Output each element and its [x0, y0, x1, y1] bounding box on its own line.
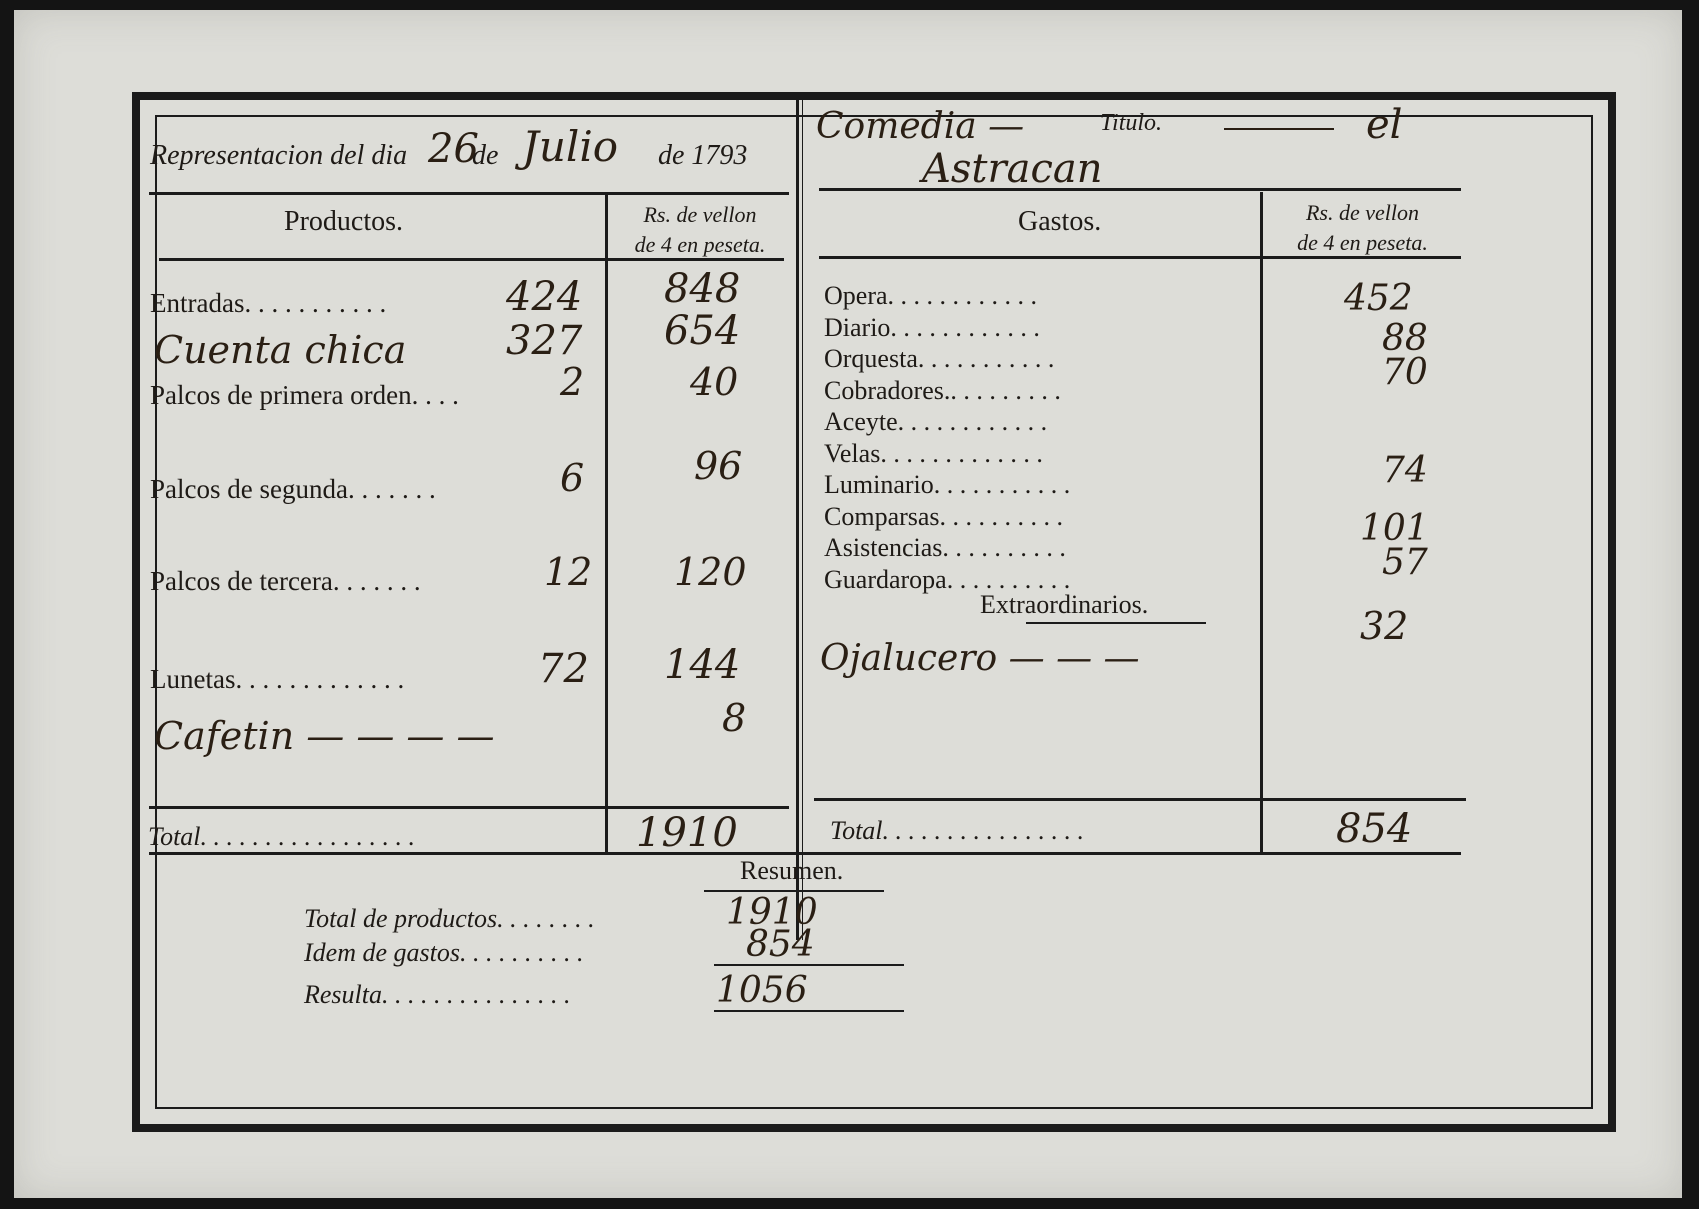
gastos-row-label: Orquesta. . . . . . . . . . . [824, 344, 1055, 373]
month-value: Julio [522, 122, 619, 171]
productos-row-amount: 40 [690, 360, 739, 404]
gastos-row-label: Opera. . . . . . . . . . . . [824, 281, 1038, 310]
resumen-resulta-label: Resulta. . . . . . . . . . . . . . . [304, 980, 571, 1009]
gastos-unit [1270, 198, 1455, 258]
productos-row-label: Palcos de primera orden. . . . [150, 380, 459, 410]
productos-heading: Productos. [284, 206, 403, 237]
productos-row-count: 72 [538, 646, 589, 692]
year-label: de 1793 [658, 140, 748, 171]
center-divider-2 [802, 98, 803, 940]
comedia-value: Comedia — [816, 106, 1025, 147]
resumen-sum-rule [714, 964, 904, 966]
productos-row-amount: 96 [694, 444, 743, 488]
extraordinarios-rule [1026, 622, 1206, 624]
productos-unit-line2: de 4 en peseta. [634, 232, 766, 257]
gastos-total-divider [1260, 802, 1262, 842]
rule-total-right-top [814, 798, 1466, 801]
productos-row-label: Palcos de tercera. . . . . . . [150, 566, 421, 596]
gastos-row-label: Cobradores.. . . . . . . . . [824, 375, 1061, 405]
gastos-amount-divider [1260, 192, 1263, 852]
titulo-value-2: Astracan [922, 146, 1103, 192]
resumen-heading: Resumen. [740, 856, 844, 885]
gastos-row-label: Asistencias. . . . . . . . . . [824, 533, 1066, 562]
productos-row-label: Cafetin — — — — [154, 714, 495, 758]
productos-row-count: 2 [560, 360, 585, 404]
productos-row-amount: 120 [674, 550, 747, 594]
titulo-dash [1224, 128, 1334, 130]
paper-sheet [14, 10, 1682, 1198]
extra-item-amount: 32 [1360, 604, 1409, 648]
gastos-row-amount: 74 [1382, 450, 1428, 491]
day-value: 26 [428, 126, 479, 172]
productos-total-label: Total. . . . . . . . . . . . . . . . . [148, 822, 416, 851]
productos-row-label: Lunetas. . . . . . . . . . . . . [150, 664, 405, 694]
productos-row-count: 6 [560, 456, 585, 500]
gastos-row-label: Diario. . . . . . . . . . . . [824, 312, 1040, 342]
resumen-gastos-value: 854 [746, 924, 815, 965]
productos-row-amount: 654 [664, 308, 741, 354]
gastos-row-amount: 101 [1360, 508, 1429, 549]
rule-total-left-top [149, 806, 789, 809]
gastos-row-label: Luminario. . . . . . . . . . . [824, 470, 1071, 499]
productos-unit [610, 200, 790, 260]
productos-total-divider [605, 810, 608, 850]
productos-row-count: 327 [506, 318, 583, 364]
productos-row-amount: 144 [664, 642, 741, 688]
titulo-label: Titulo. [1100, 110, 1163, 136]
gastos-row-amount: 452 [1344, 278, 1413, 319]
productos-row-label: Cuenta chica [154, 328, 407, 372]
representacion-label: Representacion del dia [150, 140, 408, 171]
productos-row-amount: 848 [664, 266, 741, 312]
gastos-row-label: Velas. . . . . . . . . . . . . [824, 438, 1043, 468]
gastos-row-amount: 57 [1382, 542, 1428, 583]
resumen-gastos-label: Idem de gastos. . . . . . . . . . [304, 938, 584, 967]
productos-row-label: Entradas. . . . . . . . . . . [150, 288, 387, 318]
gastos-unit-line2: de 4 en peseta. [1297, 230, 1428, 255]
de-label: de [472, 140, 499, 171]
gastos-total-value: 854 [1336, 806, 1413, 852]
productos-row-label: Palcos de segunda. . . . . . . [150, 474, 436, 504]
gastos-row-label: Comparsas. . . . . . . . . . [824, 501, 1064, 531]
resumen-resulta-value: 1056 [716, 970, 808, 1011]
gastos-row-amount: 88 [1382, 318, 1428, 359]
resumen-productos-label: Total de productos. . . . . . . . [304, 904, 595, 933]
gastos-row-label: Aceyte. . . . . . . . . . . . [824, 407, 1048, 436]
productos-row-count: 12 [544, 550, 593, 594]
gastos-unit-line1: Rs. de vellon [1305, 200, 1420, 225]
extraordinarios-heading: Extraordinarios. [980, 590, 1149, 619]
productos-unit-line1: Rs. de vellon [643, 202, 757, 227]
center-divider [796, 98, 799, 940]
rule-header-left [149, 192, 789, 195]
productos-amount-divider [605, 192, 608, 852]
rule-header-right [819, 188, 1461, 191]
gastos-row-label: Guardaropa. . . . . . . . . . [824, 564, 1071, 594]
resumen-productos-value: 1910 [726, 892, 818, 933]
resumen-result-rule [714, 1010, 904, 1012]
gastos-list [824, 280, 1070, 595]
productos-row-count: 424 [506, 274, 583, 320]
gastos-row-amount: 70 [1382, 352, 1428, 393]
gastos-total-label: Total. . . . . . . . . . . . . . . . [830, 816, 1085, 845]
productos-total-value: 1910 [636, 810, 738, 856]
extra-item-label: Ojalucero — — — [820, 638, 1140, 679]
rule-total-bottom [149, 852, 1461, 855]
titulo-value-1: el [1366, 102, 1403, 148]
productos-row-amount: 8 [722, 696, 747, 740]
gastos-heading: Gastos. [1018, 206, 1102, 237]
